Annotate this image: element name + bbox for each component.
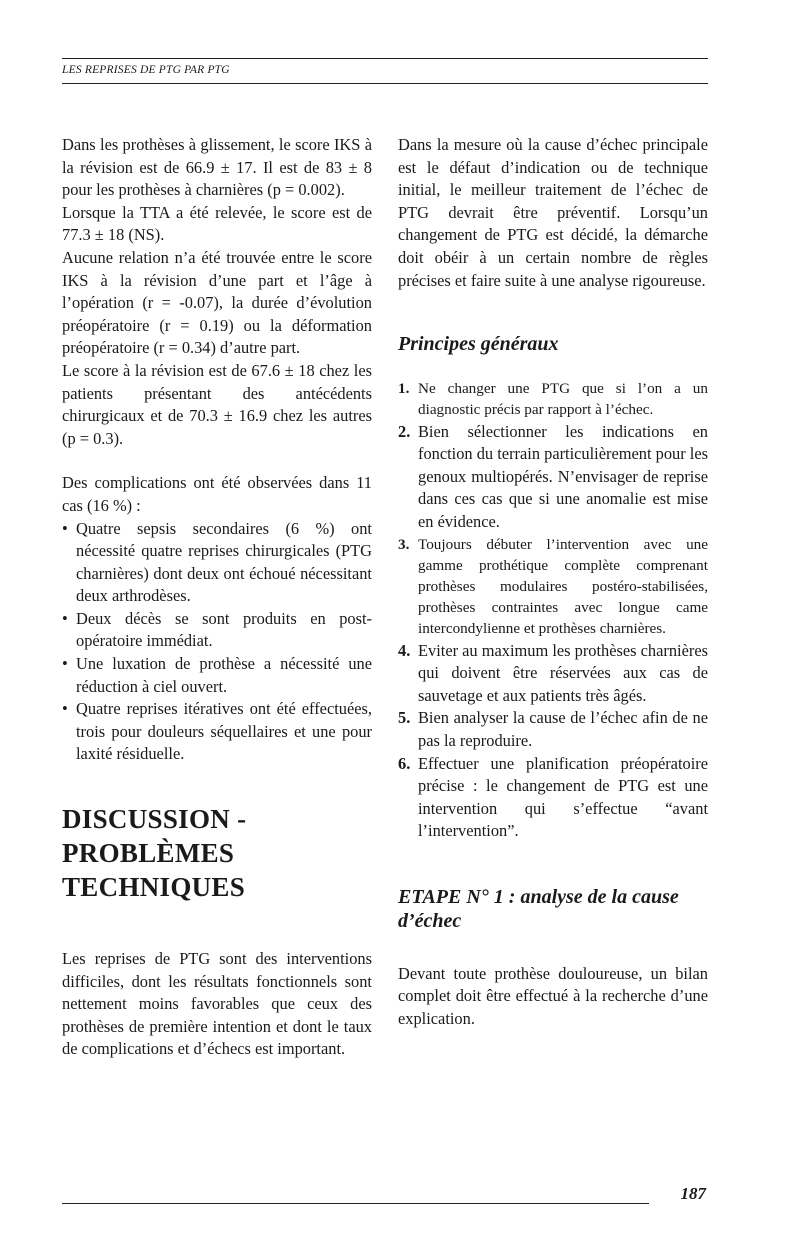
results-paragraph-1: Dans les prothèses à glissement, le score IKS à la révision est de 66.9 ± 17. Il est de 83 ± 8 pour les prothèses à charnières (p = 0.002). xyxy=(62,135,372,200)
list-item: 3. Toujours débuter l’intervention avec une gamme prothétique complète comprenant prothèses modulaires postéro-stabilisées, prothèses contraintes avec longue came intercondylienne et prothèses charnières. xyxy=(398,535,708,638)
list-item: 2. Bien sélectionner les indications en fonction du terrain particulièrement pour les genoux multiopérés. N’envisager de reprise dans ces cas que si une anomalie est mise en évidence. xyxy=(398,421,708,531)
discussion-paragraph: Les reprises de PTG sont des interventions difficiles, dont les résultats fonctionnels sont nettement moins favorables que ceux des prothèses de première intention et dont le taux de complications et d’échecs est important. xyxy=(62,949,372,1059)
list-item: • Une luxation de prothèse a nécessité une réduction à ciel ouvert. xyxy=(62,654,372,696)
step1-heading: ETAPE N° 1 : analyse de la cause d’échec xyxy=(398,885,679,932)
list-item: 1. Ne changer une PTG que si l’on a un diagnostic précis par rapport à l’échec. xyxy=(398,380,708,419)
discussion-heading: DISCUSSION - PROBLÈMES TECHNIQUES xyxy=(62,804,247,903)
header-rule-top xyxy=(62,58,708,59)
list-item: 4. Eviter au maximum les prothèses charnières qui doivent être réservées aux cas de sauvetage et aux patients très âgés. xyxy=(398,640,708,705)
footer-rule xyxy=(62,1203,649,1204)
page-number: 187 xyxy=(680,1184,706,1203)
step1-paragraph: Devant toute prothèse douloureuse, un bilan complet doit être effectué à la recherche d’une explication. xyxy=(398,963,708,1029)
principles-heading: Principes généraux xyxy=(398,333,559,356)
complications-intro: Des complications ont été observées dans 11 cas (16 %) : xyxy=(62,473,372,515)
results-paragraph-4: Le score à la révision est de 67.6 ± 18 chez les patients présentant des antécédents chirurgicaux et de 70.3 ± 16.9 chez les autres (p = 0.3). xyxy=(62,360,372,448)
left-column xyxy=(62,134,372,1061)
complications-list xyxy=(62,518,372,767)
header-rule-bottom xyxy=(62,83,708,84)
list-item: 5. Bien analyser la cause de l’échec afin de ne pas la reproduire. xyxy=(398,708,708,750)
list-item: • Quatre reprises itératives ont été effectuées, trois pour douleurs séquellaires et une pour laxité résiduelle. xyxy=(62,699,372,764)
results-paragraph-3: Aucune relation n’a été trouvée entre le score IKS à la révision d’une part et l’âge à l’opération (r = -0.07), la durée d’évolution préopératoire (r = 0.19) ou la déformation préopératoire (r = 0.34) d’autre part. xyxy=(62,247,372,358)
principles-list xyxy=(398,378,708,843)
results-paragraph-2: Lorsque la TTA a été relevée, le score est de 77.3 ± 18 (NS). xyxy=(62,202,372,245)
right-column xyxy=(398,134,708,1031)
intro-paragraph: Dans la mesure où la cause d’échec principale est le défaut d’indication ou de technique initial, le meilleur traitement de l’échec de PTG devrait être préventif. Lorsqu’un changement de PTG est décidé, la démarche doit obéir à un certain nombre de règles précises et faire suite à une analyse rigoureuse. xyxy=(398,135,708,290)
list-item: • Deux décès se sont produits en post-opératoire immédiat. xyxy=(62,608,372,651)
running-title: LES REPRISES DE PTG PAR PTG xyxy=(62,64,230,76)
list-item: • Quatre sepsis secondaires (6 %) ont nécessité quatre reprises chirurgicales (PTG charnières) dont deux ont échoué nécessitant deux arthrodèses. xyxy=(62,518,372,606)
list-item: 6. Effectuer une planification préopératoire précise : le changement de PTG est une intervention qui s’effectue “avant l’intervention”. xyxy=(398,753,708,841)
